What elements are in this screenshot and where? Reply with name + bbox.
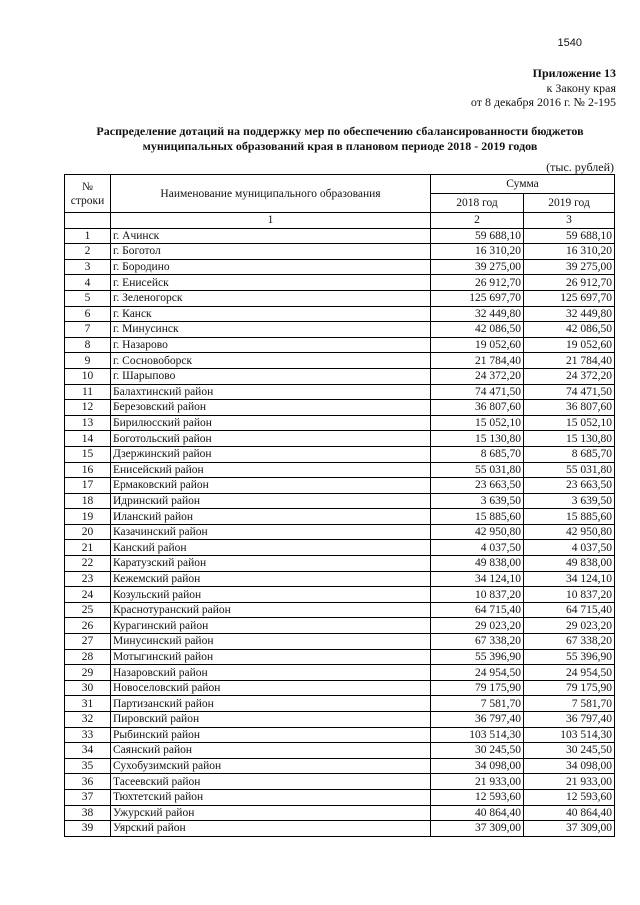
- table-row: [65, 571, 615, 587]
- amount-2019-cell: 24 372,20: [524, 368, 615, 384]
- amount-2018-cell: 39 275,00: [431, 259, 524, 275]
- row-number-cell: 29: [65, 665, 111, 681]
- amount-2019-cell: 79 175,90: [524, 680, 615, 696]
- municipality-name-cell: Саянский район: [111, 743, 431, 759]
- municipality-name-cell: г. Шарыпово: [111, 368, 431, 384]
- row-number-cell: 36: [65, 774, 111, 790]
- row-number-cell: 22: [65, 556, 111, 572]
- amount-2018-cell: 4 037,50: [431, 540, 524, 556]
- municipality-name-cell: Каратузский район: [111, 556, 431, 572]
- amount-2019-cell: 40 864,40: [524, 805, 615, 821]
- row-number-cell: 30: [65, 680, 111, 696]
- table-row: [65, 322, 615, 338]
- row-number-cell: 8: [65, 337, 111, 353]
- amount-2018-cell: 26 912,70: [431, 275, 524, 291]
- amount-2019-cell: 29 023,20: [524, 618, 615, 634]
- table-row: [65, 634, 615, 650]
- amount-2019-cell: 42 086,50: [524, 322, 615, 338]
- amount-2019-cell: 15 130,80: [524, 431, 615, 447]
- amount-2019-cell: 34 124,10: [524, 571, 615, 587]
- amount-2018-cell: 19 052,60: [431, 337, 524, 353]
- table-row: [65, 602, 615, 618]
- municipality-name-cell: Кежемский район: [111, 571, 431, 587]
- municipality-name-cell: Березовский район: [111, 400, 431, 416]
- appendix-block: [471, 66, 616, 110]
- row-number-cell: 15: [65, 446, 111, 462]
- table-row: [65, 478, 615, 494]
- row-number-cell: 39: [65, 821, 111, 837]
- table-row: [65, 290, 615, 306]
- municipality-name-cell: Иланский район: [111, 509, 431, 525]
- row-number-cell: 3: [65, 259, 111, 275]
- amount-2018-cell: 29 023,20: [431, 618, 524, 634]
- amount-2018-cell: 42 086,50: [431, 322, 524, 338]
- row-number-cell: 37: [65, 789, 111, 805]
- row-number-cell: 34: [65, 743, 111, 759]
- table-row: [65, 618, 615, 634]
- amount-2019-cell: 55 031,80: [524, 462, 615, 478]
- table-row: [65, 228, 615, 244]
- municipality-name-cell: Рыбинский район: [111, 727, 431, 743]
- amount-2018-cell: 42 950,80: [431, 524, 524, 540]
- table-row: [65, 431, 615, 447]
- table-row: [65, 259, 615, 275]
- municipality-name-cell: Тюхтетский район: [111, 789, 431, 805]
- amount-2019-cell: 26 912,70: [524, 275, 615, 291]
- amount-2018-cell: 30 245,50: [431, 743, 524, 759]
- municipality-name-cell: г. Ачинск: [111, 228, 431, 244]
- municipality-name-cell: Казачинский район: [111, 524, 431, 540]
- row-number-cell: 32: [65, 712, 111, 728]
- document-title: [40, 124, 640, 154]
- row-number-cell: 28: [65, 649, 111, 665]
- amount-2018-cell: 59 688,10: [431, 228, 524, 244]
- table-row: [65, 727, 615, 743]
- amount-2018-cell: 34 098,00: [431, 758, 524, 774]
- amount-2019-cell: 74 471,50: [524, 384, 615, 400]
- table-row: [65, 337, 615, 353]
- table-row: [65, 789, 615, 805]
- row-number-cell: 4: [65, 275, 111, 291]
- page-number: 1540: [557, 37, 582, 49]
- municipality-name-cell: Бирилюсский район: [111, 415, 431, 431]
- row-number-cell: 24: [65, 587, 111, 603]
- amount-2018-cell: 125 697,70: [431, 290, 524, 306]
- amount-2018-cell: 3 639,50: [431, 493, 524, 509]
- amount-2019-cell: 16 310,20: [524, 244, 615, 260]
- table-row: [65, 462, 615, 478]
- row-number-cell: 38: [65, 805, 111, 821]
- amount-2019-cell: 59 688,10: [524, 228, 615, 244]
- amount-2019-cell: 7 581,70: [524, 696, 615, 712]
- table-row: [65, 524, 615, 540]
- municipality-name-cell: Канский район: [111, 540, 431, 556]
- header-row-number: № строки: [65, 175, 111, 213]
- amount-2018-cell: 36 797,40: [431, 712, 524, 728]
- table-row: [65, 712, 615, 728]
- table-row: [65, 446, 615, 462]
- amount-2019-cell: 37 309,00: [524, 821, 615, 837]
- row-number-cell: 12: [65, 400, 111, 416]
- header-column-index-1: 1: [111, 213, 431, 229]
- amount-2018-cell: 15 052,10: [431, 415, 524, 431]
- municipality-name-cell: Сухобузимский район: [111, 758, 431, 774]
- amount-2018-cell: 34 124,10: [431, 571, 524, 587]
- municipality-name-cell: Курагинский район: [111, 618, 431, 634]
- table-row: [65, 758, 615, 774]
- row-number-cell: 10: [65, 368, 111, 384]
- appendix-law-date: от 8 декабря 2016 г. № 2-195: [470, 95, 616, 109]
- amount-2019-cell: 42 950,80: [524, 524, 615, 540]
- table-row: [65, 680, 615, 696]
- municipality-name-cell: Боготольский район: [111, 431, 431, 447]
- amount-2019-cell: 15 052,10: [524, 415, 615, 431]
- row-number-cell: 18: [65, 493, 111, 509]
- row-number-cell: 31: [65, 696, 111, 712]
- amount-2018-cell: 24 372,20: [431, 368, 524, 384]
- municipality-name-cell: Ермаковский район: [111, 478, 431, 494]
- municipality-name-cell: Назаровский район: [111, 665, 431, 681]
- amount-2018-cell: 21 784,40: [431, 353, 524, 369]
- amount-2019-cell: 125 697,70: [524, 290, 615, 306]
- appendix-law-reference: к Закону края: [546, 80, 616, 95]
- amount-2018-cell: 7 581,70: [431, 696, 524, 712]
- row-number-cell: 26: [65, 618, 111, 634]
- amount-2018-cell: 24 954,50: [431, 665, 524, 681]
- header-column-index-3: 3: [524, 213, 615, 229]
- table-row: [65, 275, 615, 291]
- amount-2019-cell: 30 245,50: [524, 743, 615, 759]
- municipality-name-cell: г. Боготол: [111, 244, 431, 260]
- row-number-cell: 27: [65, 634, 111, 650]
- municipality-name-cell: Дзержинский район: [111, 446, 431, 462]
- appendix-title: Приложение 13: [532, 66, 616, 80]
- amount-2019-cell: 34 098,00: [524, 758, 615, 774]
- municipality-name-cell: г. Зеленогорск: [111, 290, 431, 306]
- amount-2018-cell: 79 175,90: [431, 680, 524, 696]
- row-number-cell: 5: [65, 290, 111, 306]
- municipality-name-cell: г. Сосновоборск: [111, 353, 431, 369]
- amount-2019-cell: 36 797,40: [524, 712, 615, 728]
- amount-2018-cell: 21 933,00: [431, 774, 524, 790]
- header-municipality-name: Наименование муниципального образования: [111, 175, 431, 213]
- municipality-name-cell: Мотыгинский район: [111, 649, 431, 665]
- amount-2018-cell: 40 864,40: [431, 805, 524, 821]
- amount-2018-cell: 16 310,20: [431, 244, 524, 260]
- table-body: [65, 228, 615, 836]
- table-row: [65, 509, 615, 525]
- amount-2018-cell: 74 471,50: [431, 384, 524, 400]
- row-number-cell: 17: [65, 478, 111, 494]
- municipality-name-cell: г. Бородино: [111, 259, 431, 275]
- row-number-cell: 13: [65, 415, 111, 431]
- municipality-name-cell: г. Минусинск: [111, 322, 431, 338]
- amount-2018-cell: 64 715,40: [431, 602, 524, 618]
- amount-2019-cell: 10 837,20: [524, 587, 615, 603]
- municipality-name-cell: Минусинский район: [111, 634, 431, 650]
- amount-2019-cell: 32 449,80: [524, 306, 615, 322]
- amount-2019-cell: 67 338,20: [524, 634, 615, 650]
- document-title-line-2: муниципальных образований края в плановом периоде 2018 - 2019 годов: [142, 139, 538, 153]
- document-title-line-1: Распределение дотаций на поддержку мер по обеспечению сбалансированности бюджетов: [96, 124, 584, 138]
- municipality-name-cell: Новоселовский район: [111, 680, 431, 696]
- table-row: [65, 368, 615, 384]
- table-row: [65, 400, 615, 416]
- table-row: [65, 649, 615, 665]
- municipality-name-cell: Пировский район: [111, 712, 431, 728]
- table-row: [65, 244, 615, 260]
- row-number-cell: 35: [65, 758, 111, 774]
- amount-2018-cell: 55 031,80: [431, 462, 524, 478]
- amount-2019-cell: 36 807,60: [524, 400, 615, 416]
- table-row: [65, 353, 615, 369]
- amount-2019-cell: 4 037,50: [524, 540, 615, 556]
- table-row: [65, 540, 615, 556]
- amount-2018-cell: 37 309,00: [431, 821, 524, 837]
- amount-2019-cell: 3 639,50: [524, 493, 615, 509]
- header-column-index-2: 2: [431, 213, 524, 229]
- subsidies-table: [64, 174, 615, 837]
- amount-2018-cell: 55 396,90: [431, 649, 524, 665]
- row-number-cell: 6: [65, 306, 111, 322]
- row-number-cell: 11: [65, 384, 111, 400]
- table-row: [65, 415, 615, 431]
- amount-2019-cell: 8 685,70: [524, 446, 615, 462]
- amount-2018-cell: 103 514,30: [431, 727, 524, 743]
- amount-2018-cell: 36 807,60: [431, 400, 524, 416]
- amount-2018-cell: 15 130,80: [431, 431, 524, 447]
- amount-2018-cell: 10 837,20: [431, 587, 524, 603]
- amount-2019-cell: 55 396,90: [524, 649, 615, 665]
- municipality-name-cell: Тасеевский район: [111, 774, 431, 790]
- municipality-name-cell: г. Енисейск: [111, 275, 431, 291]
- row-number-cell: 16: [65, 462, 111, 478]
- row-number-cell: 14: [65, 431, 111, 447]
- amount-2019-cell: 21 933,00: [524, 774, 615, 790]
- row-number-cell: 23: [65, 571, 111, 587]
- header-column-index-blank: [65, 213, 111, 229]
- header-year-2019: 2019 год: [524, 194, 615, 213]
- amount-2019-cell: 64 715,40: [524, 602, 615, 618]
- amount-2018-cell: 15 885,60: [431, 509, 524, 525]
- row-number-cell: 9: [65, 353, 111, 369]
- table-row: [65, 556, 615, 572]
- header-year-2018: 2018 год: [431, 194, 524, 213]
- amount-2019-cell: 49 838,00: [524, 556, 615, 572]
- amount-2019-cell: 24 954,50: [524, 665, 615, 681]
- table-row: [65, 665, 615, 681]
- amount-2019-cell: 103 514,30: [524, 727, 615, 743]
- table-row: [65, 743, 615, 759]
- table-row: [65, 774, 615, 790]
- amount-2019-cell: 21 784,40: [524, 353, 615, 369]
- amount-2019-cell: 12 593,60: [524, 789, 615, 805]
- table-row: [65, 384, 615, 400]
- municipality-name-cell: Идринский район: [111, 493, 431, 509]
- units-label: (тыс. рублей): [546, 160, 614, 174]
- amount-2018-cell: 23 663,50: [431, 478, 524, 494]
- table-row: [65, 306, 615, 322]
- row-number-cell: 20: [65, 524, 111, 540]
- municipality-name-cell: Козульский район: [111, 587, 431, 603]
- row-number-cell: 7: [65, 322, 111, 338]
- table-row: [65, 587, 615, 603]
- amount-2019-cell: 23 663,50: [524, 478, 615, 494]
- row-number-cell: 19: [65, 509, 111, 525]
- amount-2019-cell: 19 052,60: [524, 337, 615, 353]
- table-row: [65, 493, 615, 509]
- row-number-cell: 33: [65, 727, 111, 743]
- amount-2019-cell: 39 275,00: [524, 259, 615, 275]
- row-number-cell: 2: [65, 244, 111, 260]
- amount-2018-cell: 8 685,70: [431, 446, 524, 462]
- municipality-name-cell: Краснотуранский район: [111, 602, 431, 618]
- table-row: [65, 821, 615, 837]
- municipality-name-cell: Уярский район: [111, 821, 431, 837]
- amount-2018-cell: 49 838,00: [431, 556, 524, 572]
- table-row: [65, 696, 615, 712]
- municipality-name-cell: Ужурский район: [111, 805, 431, 821]
- row-number-cell: 21: [65, 540, 111, 556]
- amount-2018-cell: 67 338,20: [431, 634, 524, 650]
- municipality-name-cell: Партизанский район: [111, 696, 431, 712]
- row-number-cell: 25: [65, 602, 111, 618]
- amount-2018-cell: 12 593,60: [431, 789, 524, 805]
- table-row: [65, 805, 615, 821]
- municipality-name-cell: Енисейский район: [111, 462, 431, 478]
- municipality-name-cell: г. Канск: [111, 306, 431, 322]
- amount-2019-cell: 15 885,60: [524, 509, 615, 525]
- row-number-cell: 1: [65, 228, 111, 244]
- municipality-name-cell: г. Назарово: [111, 337, 431, 353]
- header-sum: Сумма: [431, 175, 615, 194]
- amount-2018-cell: 32 449,80: [431, 306, 524, 322]
- municipality-name-cell: Балахтинский район: [111, 384, 431, 400]
